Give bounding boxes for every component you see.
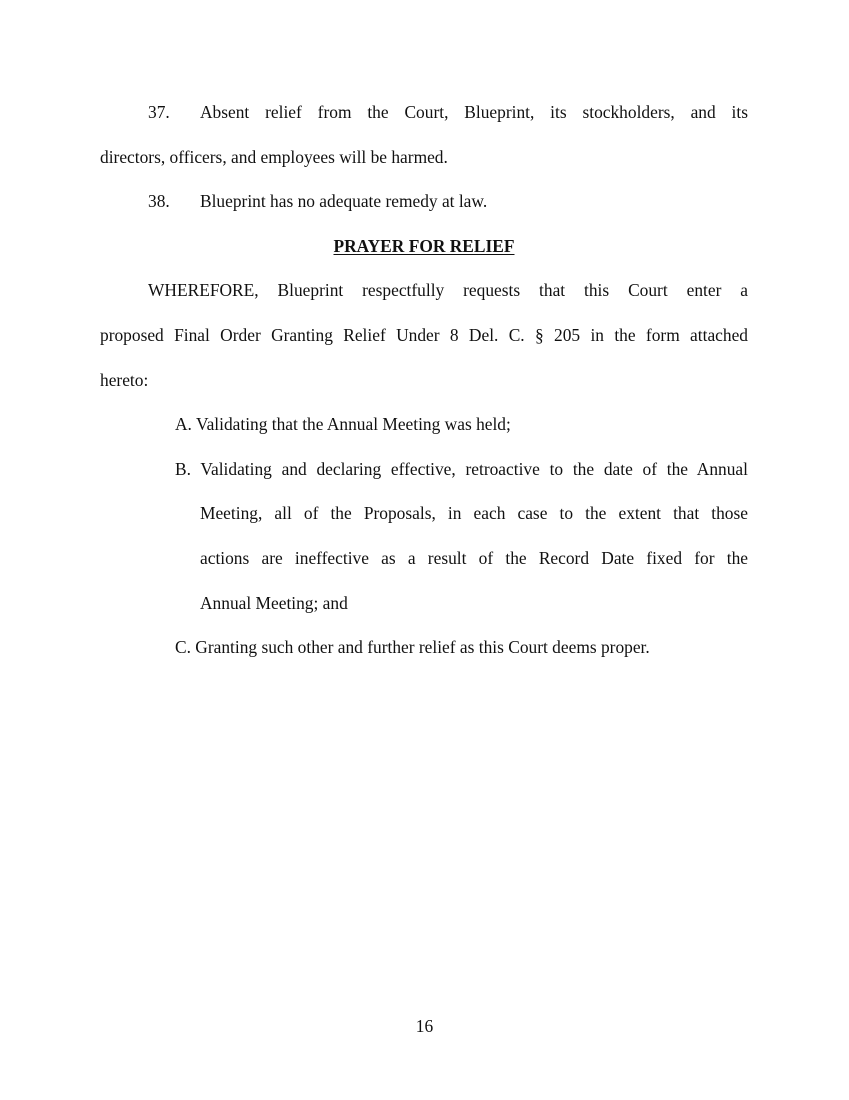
paragraph-37-line-2: directors, officers, and employees will be harmed. bbox=[100, 146, 448, 167]
paragraph-37-line-1 bbox=[100, 90, 748, 135]
paragraph-number: 38. bbox=[148, 191, 170, 212]
section-heading: PRAYER FOR RELIEF bbox=[333, 235, 515, 256]
paragraph-number: 37. bbox=[148, 102, 170, 122]
wherefore-line-1: WHEREFORE, Blueprint respectfully requests that this Court enter a bbox=[148, 280, 748, 301]
relief-item-b-line-2: Meeting, all of the Proposals, in each case to the extent that those bbox=[200, 503, 748, 524]
relief-item-b-line-3: actions are ineffective as a result of the Record Date fixed for the bbox=[200, 547, 748, 568]
paragraph-text: Absent relief from the Court, Blueprint, its stockholders, and its bbox=[200, 102, 748, 122]
wherefore-line-3: hereto: bbox=[100, 369, 149, 390]
relief-item-a: A. Validating that the Annual Meeting was held; bbox=[175, 414, 511, 435]
document-page bbox=[100, 90, 748, 670]
relief-item-b-line-1: B. Validating and declaring effective, retroactive to the date of the Annual bbox=[175, 458, 748, 479]
page-number: 16 bbox=[415, 1016, 434, 1036]
relief-item-c: C. Granting such other and further relief as this Court deems proper. bbox=[175, 637, 650, 658]
paragraph-text: Blueprint has no adequate remedy at law. bbox=[200, 191, 488, 212]
relief-item-b-line-4: Annual Meeting; and bbox=[200, 592, 348, 613]
paragraph-38 bbox=[100, 179, 748, 224]
wherefore-line-2: proposed Final Order Granting Relief Under 8 Del. C. § 205 in the form attached bbox=[100, 324, 748, 345]
section-heading-row bbox=[100, 224, 748, 269]
